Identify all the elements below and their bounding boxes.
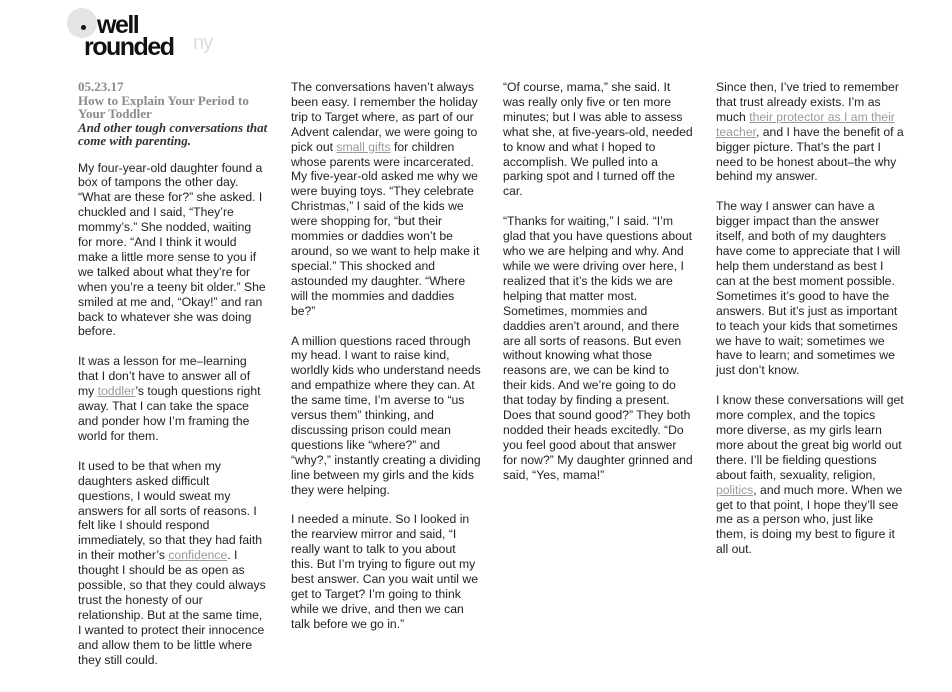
paragraph-11-text-a: I know these conversations will get more complex, and the topics more diverse, as my girls learn more about the great big world out there. I’ll be fielding questions about faith, sexuality, religion,: [716, 393, 904, 482]
protector-teacher-link[interactable]: their protector as I am their teacher: [716, 109, 895, 139]
paragraph-3-text-b: . I thought I should be as open as possible, so that they could always trust the honesty of our relationship. But at the same time, I wanted to protect their innocence and allow them to be little where they still could.: [78, 548, 266, 667]
article-column-1: [78, 80, 268, 683]
paragraph-9-text-b: , and I have the benefit of a bigger picture. That’s the part I need to be honest about–the why behind my answer.: [716, 124, 904, 184]
logo-word-well: well: [97, 11, 139, 39]
post-date: 05.23.17: [78, 79, 124, 94]
logo-word-rounded: rounded: [84, 33, 174, 61]
article-column-4: [716, 80, 906, 572]
paragraph-9-text-a: Since then, I’ve tried to remember that trust already exists. I’m as much: [716, 80, 899, 124]
paragraph-2-text-b: ’s tough questions right away. That I can take the space and ponder how I’m framing the world for them.: [78, 384, 261, 443]
paragraph-8: “Thanks for waiting,” I said. “I’m glad that you have questions about who we are helping and why. And while we were driving over here, I realized that it’s the kids we are helping that matter most. Sometimes, mommies and daddies aren’t around, and there are all sorts of reasons. But even without knowing what those reasons are, we can be kind to their kids. And we’re going to do that today by finding a present. Does that sound good?” They both nodded their heads excitedly. “Do you feel good about that answer for now?” My daughter grinned and said, “Yes, mama!”: [503, 214, 693, 482]
paragraph-7: “Of course, mama,” she said. It was really only five or ten more minutes; but I was able to assess what she, at five-years-old, needed to know and what I hoped to accomplish. We pulled into a parking spot and I turned off the car.: [503, 80, 693, 199]
logo-dot-mark: [81, 25, 86, 30]
paragraph-10: The way I answer can have a bigger impact than the answer itself, and both of my daughters have come to appreciate that I will help them understand as best I can at the best moment possible. Sometimes it’s good to have the answers. But it’s just as important to teach your kids that sometimes we have to wait; sometimes we have to learn; and sometimes we just don’t know.: [716, 199, 901, 378]
paragraph-3-text-a: It used to be that when my daughters asked difficult questions, I would sweat my answers for all sorts of reasons. I felt like I should respond immediately, so that they had faith in their mother’s: [78, 458, 263, 563]
paragraph-6: I needed a minute. So I looked in the rearview mirror and said, “I really want to talk to you about this. But I’m trying to figure out my best answer. Can you wait until we get to Target? I’m going to think while we drive, and then we can talk before we go in.”: [291, 512, 478, 631]
post-title: How to Explain Your Period to Your Toddler: [78, 92, 249, 121]
paragraph-4: [291, 80, 481, 319]
logo-suffix-ny: ny: [193, 32, 213, 54]
site-logo[interactable]: [67, 8, 237, 61]
paragraph-11: [716, 393, 906, 557]
paragraph-5: A million questions raced through my head. I want to raise kind, worldly kids who understand needs and empathize where they can. At the same time, I’m averse to “us versus them” thinking, and discussing prison could mean questions like “where?” and “why?,” instantly creating a dividing line between my girls and the kids they were helping.: [291, 333, 481, 497]
paragraph-2-text-a: It was a lesson for me–learning that I don’t have to answer all of my: [78, 354, 251, 399]
post-subtitle: And other tough conversations that come with parenting.: [78, 119, 268, 148]
paragraph-4-text-a: The conversations haven’t always been easy. I remember the holiday trip to Target where, as part of our Advent calendar, we were going to pick out: [291, 80, 478, 154]
politics-link[interactable]: politics: [716, 482, 754, 497]
small-gifts-link[interactable]: small gifts: [336, 139, 391, 154]
paragraph-4-text-b: for children whose parents were incarcerated. My five-year-old asked me why we were buying toys. “They celebrate Christmas,” I said of the kids we were shopping for, “but their mommies or daddies won’t be around, so we want to help make it special.” This shocked and astounded my daughter. “Where will the mommies and daddies be?”: [291, 139, 480, 318]
paragraph-1: My four-year-old daughter found a box of tampons the other day. “What are these for?” she asked. I chuckled and I said, “They’re mommy’s.” She nodded, waiting for more. “And I think it would make a little more sense to you if we talked about what they’re for when you’re a teeny bit older.” She smiled at me and, “Okay!” and ran back to whatever she was doing before.: [78, 160, 266, 339]
article-column-3: [503, 80, 693, 498]
paragraph-9: [716, 80, 906, 184]
paragraph-11-text-b: , and much more. When we get to that point, I hope they’ll see me as a person who, just like them, is doing my best to figure it all out.: [716, 482, 903, 557]
toddler-link[interactable]: toddler: [97, 384, 136, 399]
confidence-link[interactable]: confidence: [168, 548, 228, 563]
paragraph-3: [78, 459, 268, 668]
article-column-2-flow: [291, 80, 481, 647]
paragraph-2: [78, 354, 268, 443]
